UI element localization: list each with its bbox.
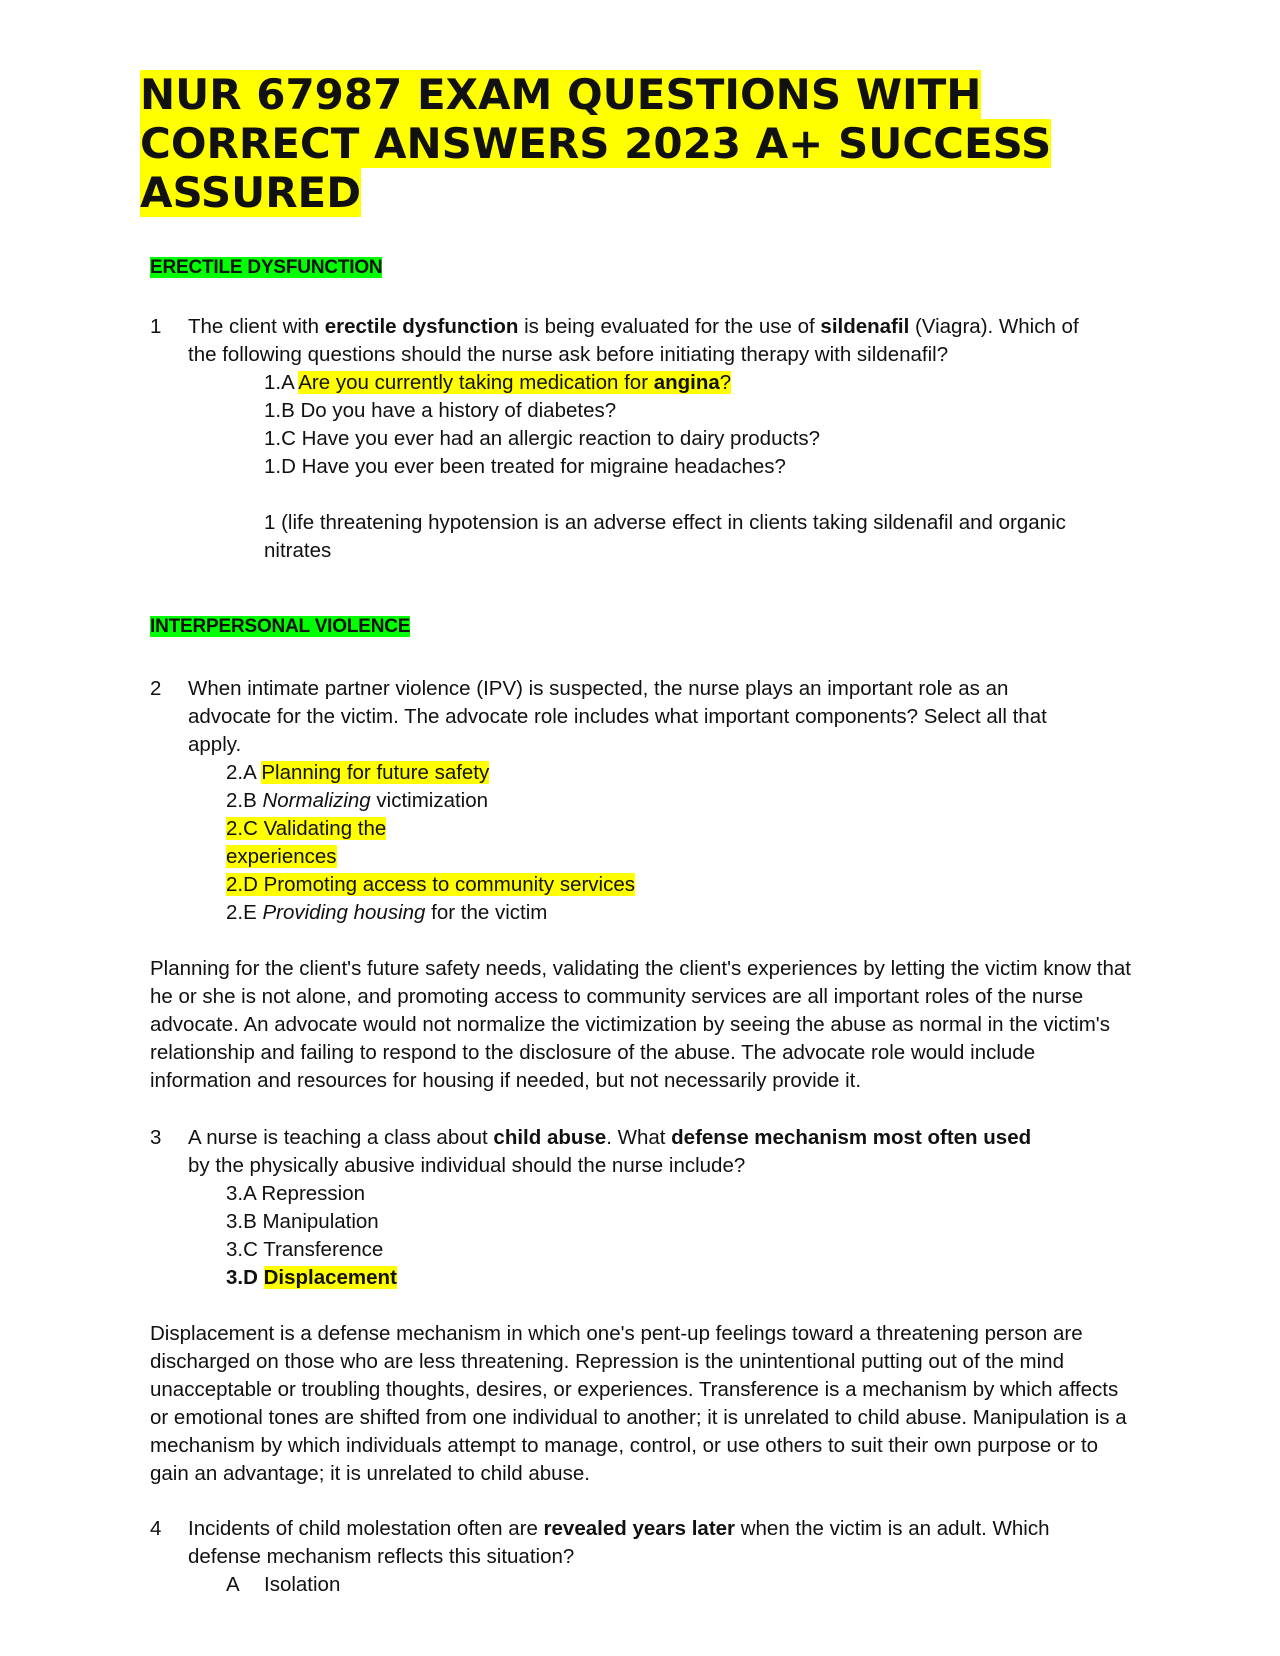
answer-options [226,759,1110,927]
option-1d: 1.D Have you ever been treated for migraine headaches? [264,455,786,478]
question-1 [150,313,1110,565]
answer-options [226,1571,1110,1599]
answer-options [264,369,1110,481]
title-line-3: ASSURED [140,168,362,217]
title-line-2: CORRECT ANSWERS 2023 A+ SUCCESS [140,119,1052,168]
section-heading-interpersonal-violence: INTERPERSONAL VIOLENCE [150,616,411,637]
question-number: 4 [150,1517,162,1540]
option-1a: 1.A Are you currently taking medication for angina? [264,371,732,394]
question-stem: Incidents of child molestation often are revealed years later when the victim is an adult. Which defense mechanism reflects this situation? [188,1517,1050,1568]
option-2a: 2.A Planning for future safety [226,761,490,784]
question-number: 3 [150,1126,162,1149]
option-4a: A Isolation [226,1573,341,1596]
question-stem: A nurse is teaching a class about child abuse. What defense mechanism most often used by the physically abusive individual should the nurse include? [188,1126,1032,1177]
rationale-1: 1 (life threatening hypotension is an adverse effect in clients taking sildenafil and organic nitrates [264,511,1066,562]
rationale-2: Planning for the client's future safety needs, validating the client's experiences by letting the victim know that he or she is not alone, and promoting access to community services are all important roles of the nurse advocate. An advocate would not normalize the victimization by seeing the abuse as normal in the victim's relationship and failing to respond to the disclosure of the abuse. The advocate role would include information and resources for housing if needed, but not necessarily provide it. [150,957,1131,1092]
option-3c: 3.C Transference [226,1238,384,1261]
question-2 [150,675,1110,927]
option-3d: 3.D Displacement [226,1266,397,1289]
question-stem: When intimate partner violence (IPV) is suspected, the nurse plays an important role as an advocate for the victim. The advocate role includes what important components? Select all that apply. [188,677,1047,756]
answer-options [226,1180,1110,1292]
option-1c: 1.C Have you ever had an allergic reaction to dairy products? [264,427,821,450]
option-3b: 3.B Manipulation [226,1210,379,1233]
option-3a: 3.A Repression [226,1182,366,1205]
option-2b: 2.B Normalizing victimization [226,789,489,812]
question-number: 1 [150,315,162,338]
option-1b: 1.B Do you have a history of diabetes? [264,399,617,422]
rationale-3: Displacement is a defense mechanism in which one's pent-up feelings toward a threatening person are discharged on those who are less threatening. Repression is the unintentional putting out of the mind unacceptable or troubling thoughts, desires, or experiences. Transference is a mechanism by which affects or emotional tones are shifted from one individual to another; it is unrelated to child abuse. Manipulation is a mechanism by which individuals attempt to manage, control, or use others to suit their own purpose or to gain an advantage; it is unrelated to child abuse. [150,1322,1127,1485]
question-number: 2 [150,677,162,700]
option-2e: 2.E Providing housing for the victim [226,901,548,924]
option-2d: 2.D Promoting access to community services [226,873,635,896]
question-3 [150,1124,1110,1292]
title-line-1: NUR 67987 EXAM QUESTIONS WITH [140,70,982,119]
question-stem: The client with erectile dysfunction is being evaluated for the use of sildenafil (Viagra). Which of the following questions should the nurse ask before initiating therapy with sildenafil? [188,315,1079,366]
section-heading-erectile-dysfunction: ERECTILE DYSFUNCTION [150,257,383,278]
document-title [140,70,1100,217]
question-4 [150,1515,1110,1599]
option-2c: 2.C Validating the experiences [226,817,387,868]
